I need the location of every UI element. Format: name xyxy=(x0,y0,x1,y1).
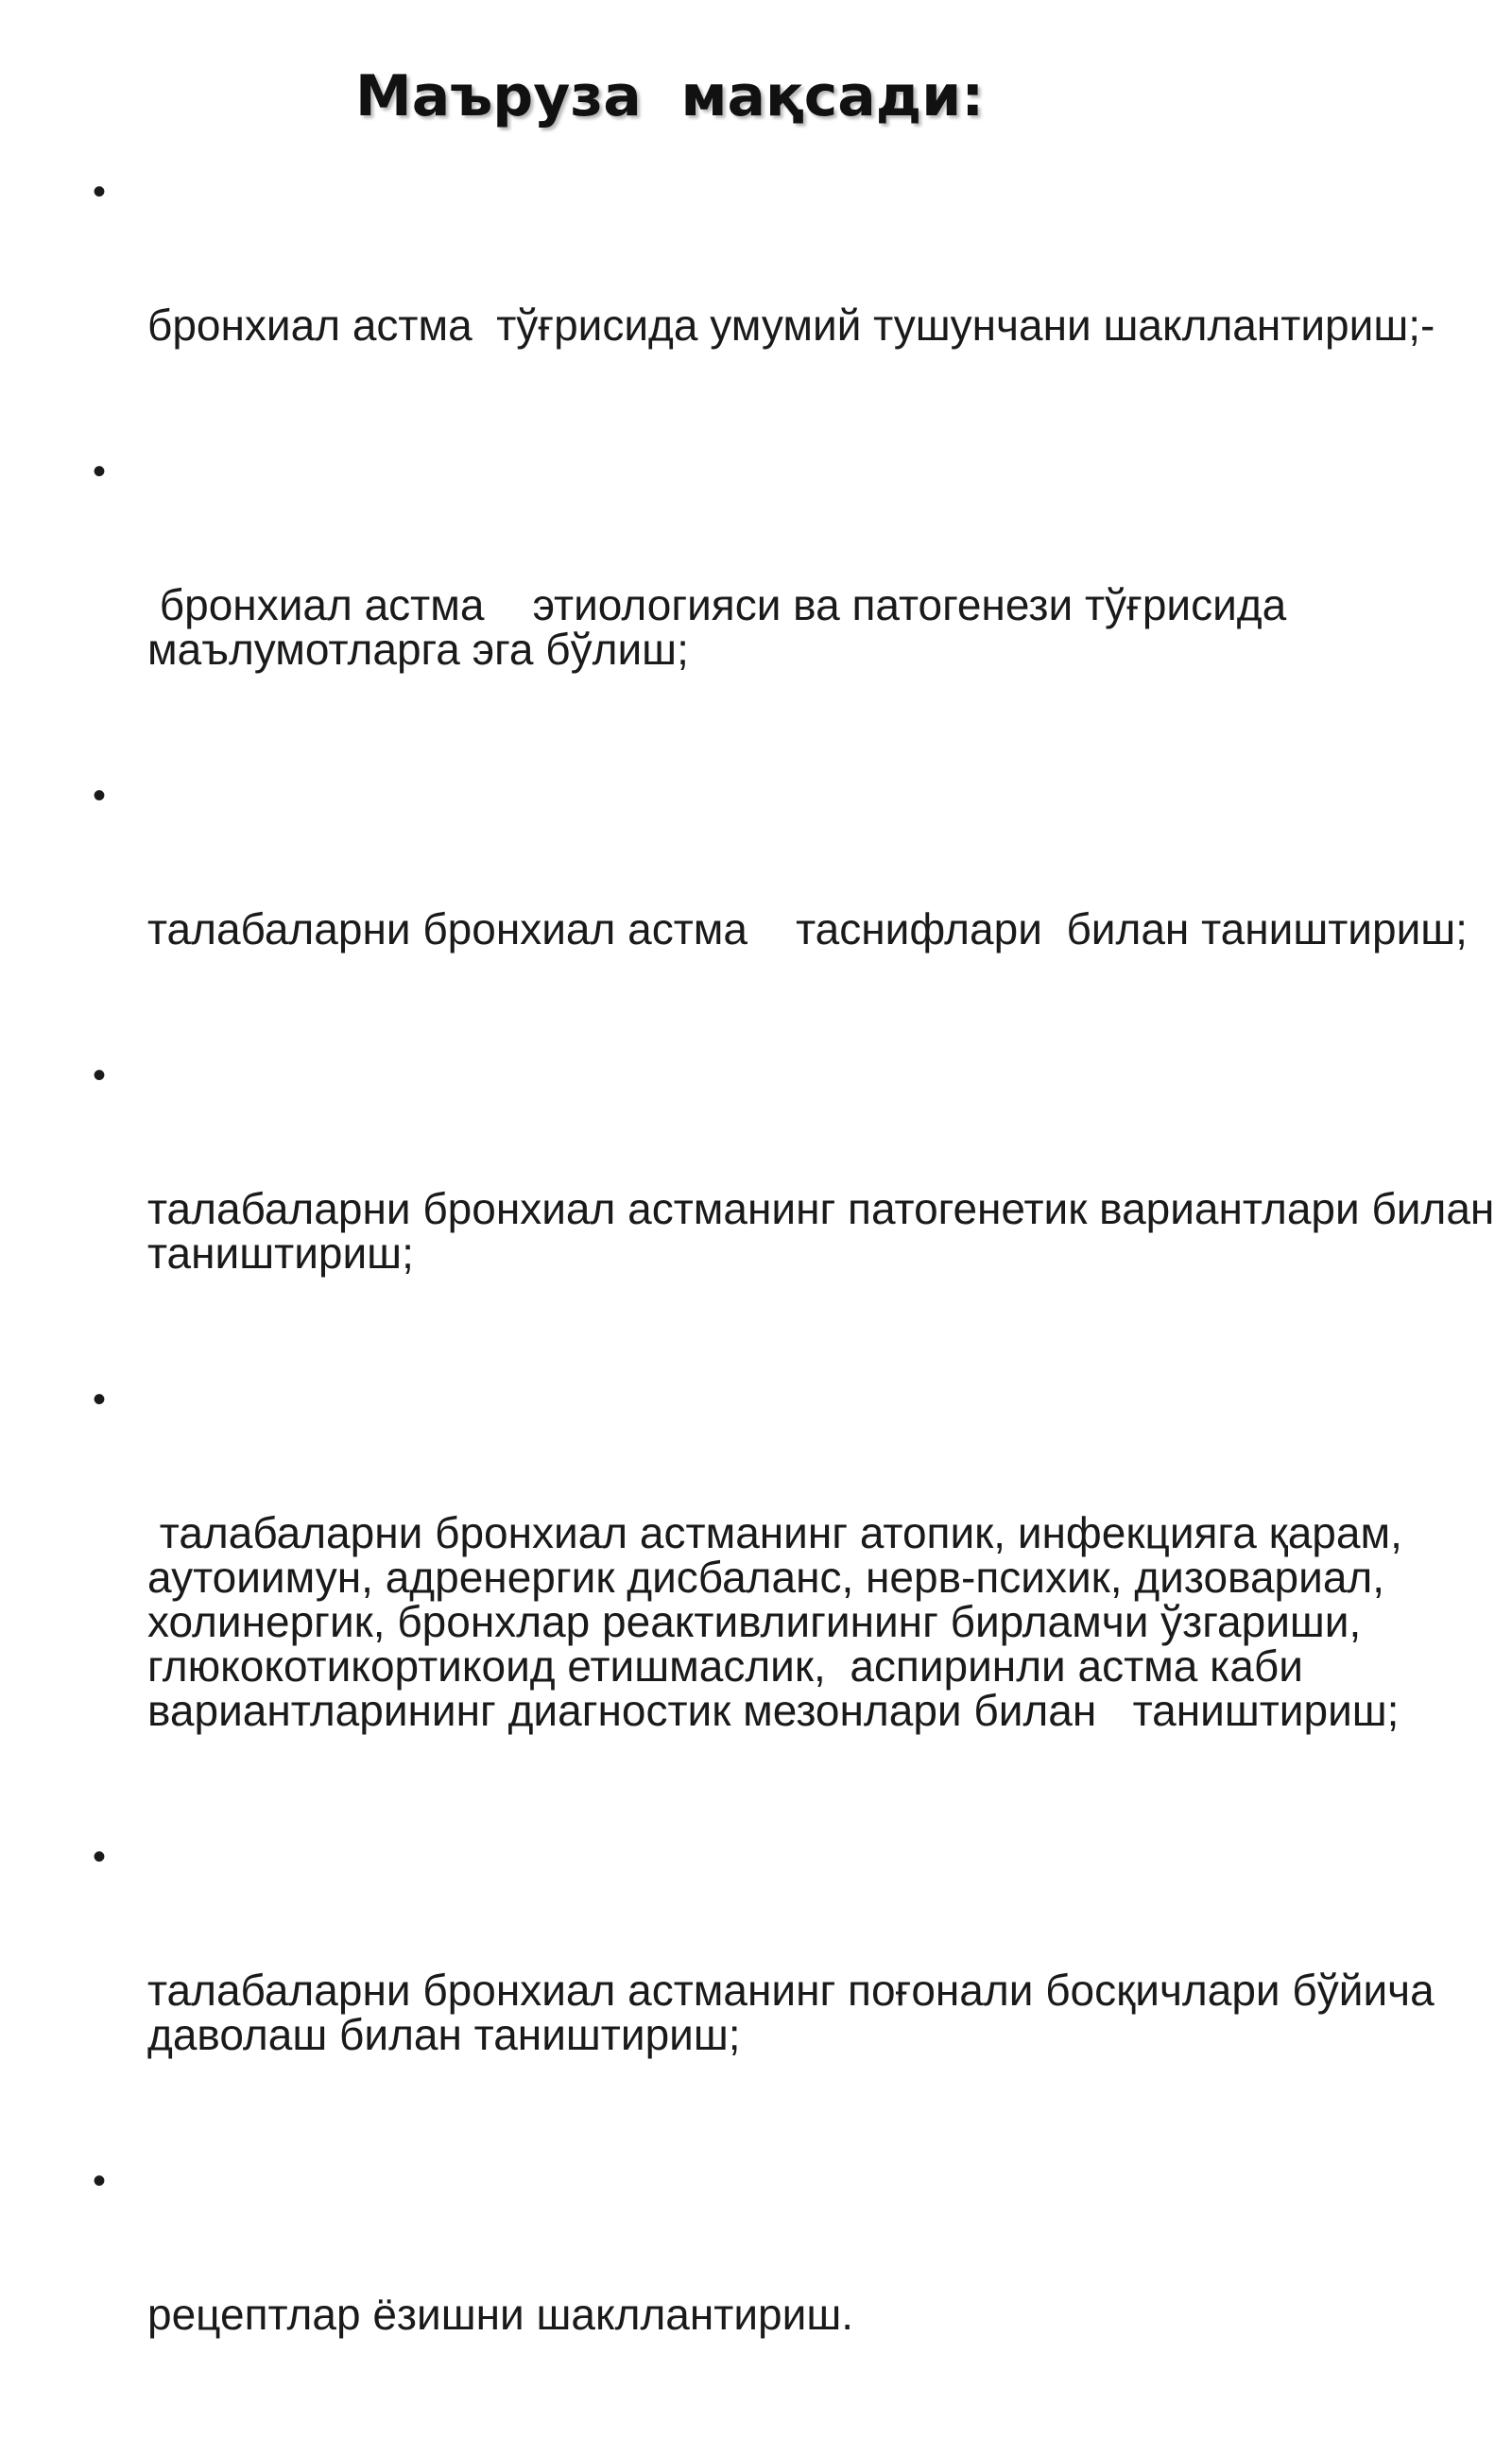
list-item xyxy=(89,2159,1497,2426)
slide-title: Маъруза мақсади: xyxy=(355,63,985,129)
list-item-text: рецептлар ёзишни шакллантириш. xyxy=(147,2290,854,2339)
objectives-list xyxy=(89,170,1507,2439)
list-item xyxy=(89,1835,1497,2146)
list-item-text: талабаларни бронхиал астманинг поғонали босқичлари бўйича даволаш билан таништириш; xyxy=(147,1966,1447,2059)
list-item-text: талабаларни бронхиал астманинг атопик, инфекцияга қарам, аутоиимун, адренергик дисбаланс, нерв-психик, дизовариал, холинергик, бронхлар реактивлигининг бирламчи ўзгариши, глюкокотикортикоид етишмаслик, аспиринли астма каби вариантларининг диагностик мезонлари билан таништириш; xyxy=(147,1508,1415,1735)
list-item-text: бронхиал астма этиологияси ва патогенези тўғрисида маълумотларга эга бўлиш; xyxy=(147,580,1298,674)
bullet-icon: • xyxy=(93,775,107,816)
list-item xyxy=(89,1378,1497,1822)
bullet-icon: • xyxy=(93,1379,107,1420)
bullet-icon: • xyxy=(93,451,107,492)
list-item xyxy=(89,170,1497,437)
bullet-icon: • xyxy=(93,2160,107,2202)
bullet-icon: • xyxy=(93,1055,107,1096)
list-item-text: талабаларни бронхиал астма таснифлари билан таништириш; xyxy=(147,904,1468,953)
list-item xyxy=(89,1054,1507,1365)
list-item-text: бронхиал астма тўғрисида умумий тушунчани шакллантириш;- xyxy=(147,301,1435,350)
list-item xyxy=(89,450,1497,761)
list-item-text: талабаларни бронхиал астманинг патогенетик вариантлари билан таништириш; xyxy=(147,1184,1507,1278)
bullet-icon: • xyxy=(93,1836,107,1878)
list-item xyxy=(89,774,1497,1040)
bullet-icon: • xyxy=(93,171,107,213)
